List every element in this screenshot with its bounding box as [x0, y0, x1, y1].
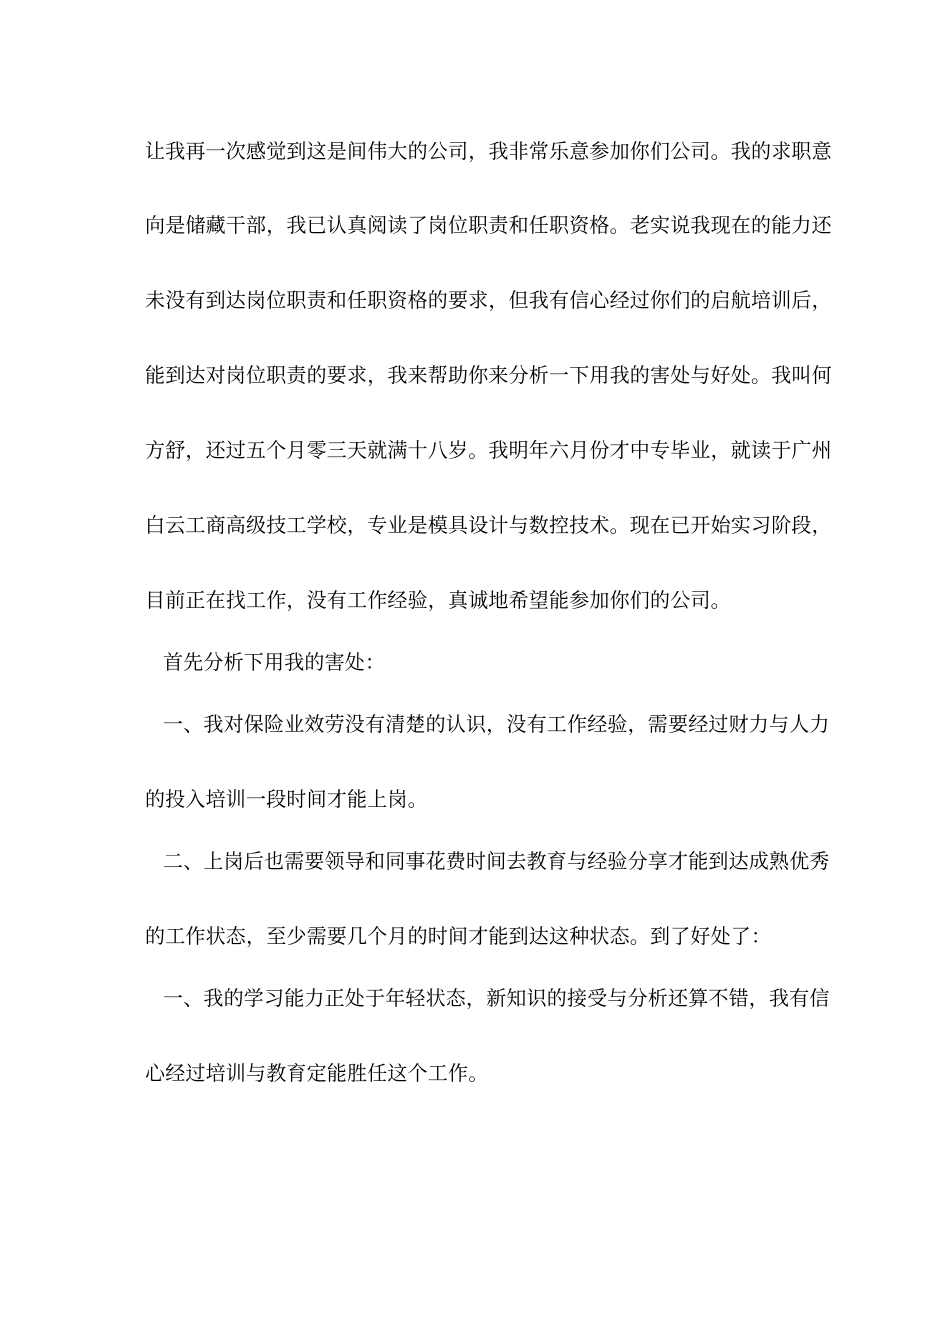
text-line-7: 目前正在找工作，没有工作经验，真诚地希望能参加你们的公司。 [145, 588, 731, 612]
text-line-1: 让我再一次感觉到这是间伟大的公司，我非常乐意参加你们公司。我的求职意 [145, 139, 832, 163]
text-line-8: 首先分析下用我的害处： [163, 650, 386, 674]
text-line-13: 一、我的学习能力正处于年轻状态，新知识的接受与分析还算不错，我有信 [163, 986, 830, 1010]
text-line-12: 的工作状态，至少需要几个月的时间才能到达这种状态。到了好处了： [145, 924, 772, 948]
text-line-11: 二、上岗后也需要领导和同事花费时间去教育与经验分享才能到达成熟优秀 [163, 849, 830, 873]
text-line-3: 未没有到达岗位职责和任职资格的要求，但我有信心经过你们的启航培训后， [145, 288, 832, 312]
text-line-2: 向是储藏干部，我已认真阅读了岗位职责和任职资格。老实说我现在的能力还 [145, 213, 832, 237]
text-line-4: 能到达对岗位职责的要求，我来帮助你来分析一下用我的害处与好处。我叫何 [145, 363, 832, 387]
text-line-14: 心经过培训与教育定能胜任这个工作。 [145, 1061, 489, 1085]
text-line-9: 一、我对保险业效劳没有清楚的认识，没有工作经验，需要经过财力与人力 [163, 712, 830, 736]
text-line-5: 方舒，还过五个月零三天就满十八岁。我明年六月份才中专毕业，就读于广州 [145, 438, 832, 462]
text-line-6: 白云工商高级技工学校，专业是模具设计与数控技术。现在已开始实习阶段， [145, 513, 832, 537]
text-line-10: 的投入培训一段时间才能上岗。 [145, 787, 428, 811]
